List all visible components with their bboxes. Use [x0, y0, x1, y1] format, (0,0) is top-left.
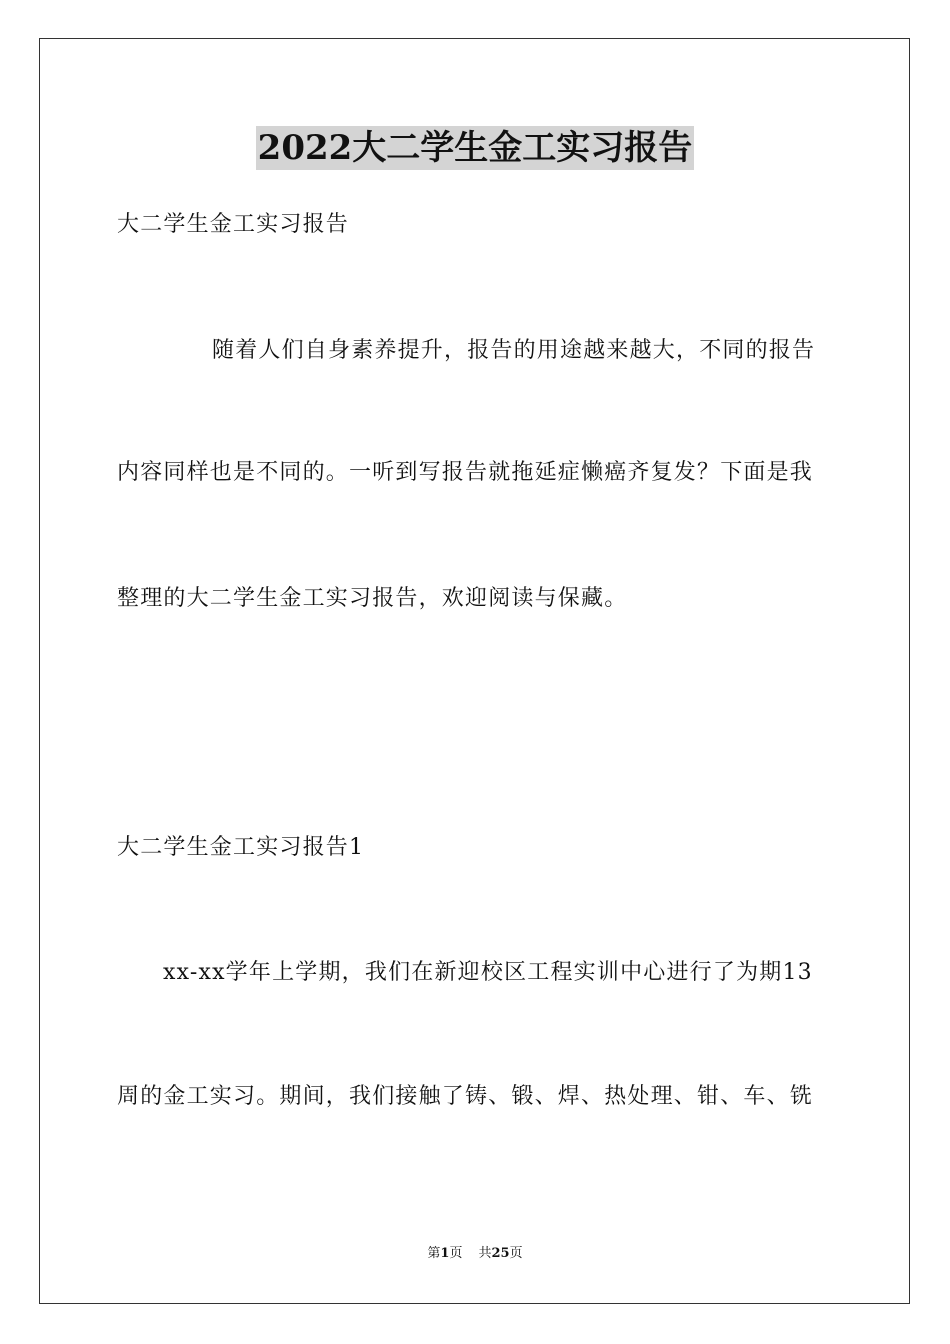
intro-line-1: 随着人们自身素养提升，报告的用途越来越大，不同的报告 — [212, 338, 816, 363]
total-prefix: 共 — [478, 1246, 492, 1261]
title-container — [0, 126, 950, 170]
intro-line-2: 内容同样也是不同的。一听到写报告就拖延症懒癌齐复发？下面是我 — [117, 460, 814, 485]
document-subtitle: 大二学生金工实习报告 — [117, 212, 350, 237]
page-footer — [0, 1245, 950, 1263]
page-suffix: 页 — [449, 1246, 463, 1261]
document-title: 2022大二学生金工实习报告 — [257, 128, 693, 168]
section-heading: 大二学生金工实习报告1 — [117, 835, 365, 860]
body-line-1: xx-xx学年上学期，我们在新迎校区工程实训中心进行了为期13 — [163, 960, 813, 985]
page-current: 1 — [440, 1246, 450, 1261]
body-line-2: 周的金工实习。期间，我们接触了铸、锻、焊、热处理、钳、车、铣 — [117, 1084, 814, 1109]
page-total: 25 — [491, 1246, 510, 1261]
page-prefix: 第 — [427, 1246, 441, 1261]
total-suffix: 页 — [509, 1246, 523, 1261]
intro-line-3: 整理的大二学生金工实习报告，欢迎阅读与保藏。 — [117, 586, 628, 611]
